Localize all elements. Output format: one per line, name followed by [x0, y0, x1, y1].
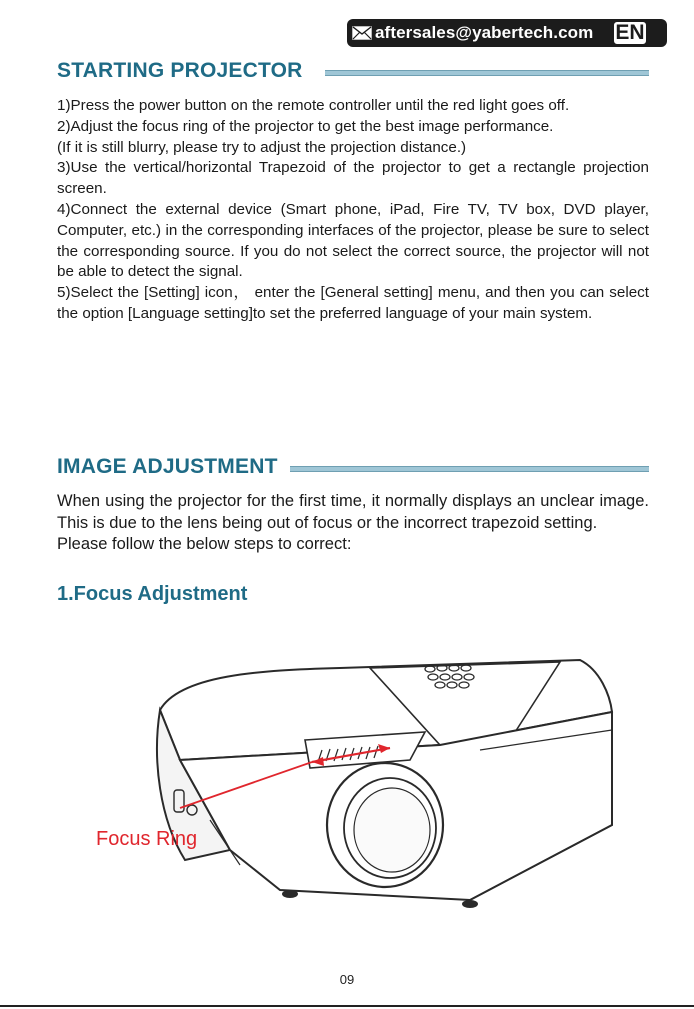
section-title-image-adjustment: IMAGE ADJUSTMENT — [57, 455, 278, 478]
email-address: aftersales@yabertech.com — [375, 23, 594, 42]
focus-ring-label: Focus Ring — [96, 828, 198, 850]
page-number: 09 — [339, 972, 355, 987]
step-5-text: 5)Select the [Setting] icon， enter the [General setting] menu, and then you can select the option [Language setting]to set the preferred language of your main system. — [57, 284, 649, 322]
step-3-text: 3)Use the vertical/horizontal Trapezoid of the projector to get a rectangle projection screen. — [57, 159, 649, 198]
section-title-starting: STARTING PROJECTOR — [57, 59, 303, 82]
follow-steps-text: Please follow the below steps to correct: — [57, 535, 352, 553]
envelope-icon — [352, 26, 372, 40]
focus-adjustment-subtitle: 1.Focus Adjustment — [57, 583, 248, 605]
intro-paragraph: When using the projector for the first time, it normally displays an unclear image. This is due to the lens being out of focus or the incorrect trapezoid setting. — [57, 492, 649, 532]
step-2-text: 2)Adjust the focus ring of the projector to get the best image performance. — [57, 117, 554, 135]
step-4-text: 4)Connect the external device (Smart phone, iPad, Fire TV, TV box, DVD player, Computer, etc.) in the corresponding interfaces of the projector, please be sure to select the corresponding source. If you do not select the correct source, the projector will not be able to detect the signal. — [57, 200, 649, 281]
projector-illustration — [140, 650, 620, 920]
starting-instructions — [57, 96, 649, 325]
title-rule — [325, 70, 649, 76]
step-1-text: 1)Press the power button on the remote controller until the red light goes off. — [57, 97, 570, 114]
step-2-note-text: (If it is still blurry, please try to adjust the projection distance.) — [57, 138, 467, 156]
image-adjustment-text — [57, 491, 649, 556]
title-rule — [290, 466, 649, 472]
language-badge: EN — [612, 20, 648, 46]
bottom-rule — [0, 1005, 694, 1007]
email-contact[interactable] — [352, 20, 593, 46]
